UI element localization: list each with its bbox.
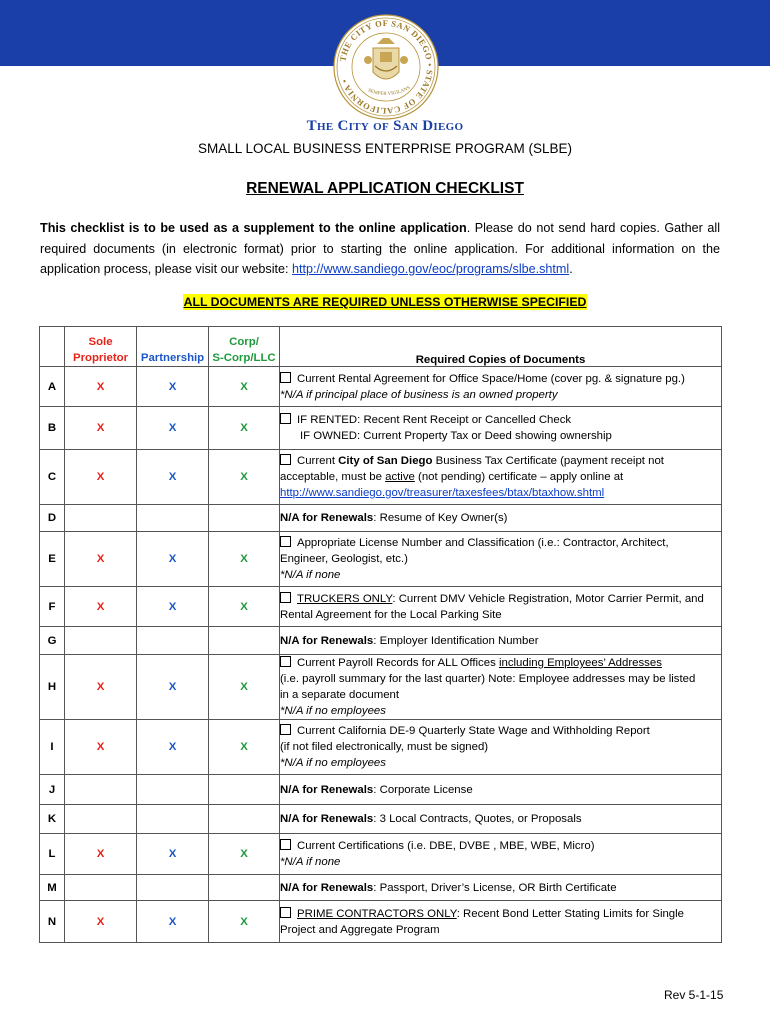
document-description: Current City of San Diego Business Tax Certificate (payment receipt not acceptable, must be active (not pending) certificate – apply online at http://www.sandiego.gov/treasurer/taxesfees/btax/btaxhow.shtml [280, 450, 722, 505]
checkbox[interactable] [280, 656, 291, 667]
document-description: Current Payroll Records for ALL Offices including Employees’ Addresses (i.e. payroll summary for the last quarter) Note: Employee addresses may be listed in a separate document *N/A if no employees [280, 655, 722, 720]
svg-text:THE CITY OF SAN DIEGO • STATE: THE CITY OF SAN DIEGO • STATE OF CALIFORNIA • [337, 17, 436, 117]
svg-text:SEMPER VIGILANS: SEMPER VIGILANS [367, 85, 412, 98]
corp-mark: X [209, 450, 280, 505]
business-tax-link[interactable]: http://www.sandiego.gov/treasurer/taxesfees/btax/btaxhow.shtml [280, 487, 605, 499]
table-row [40, 505, 722, 532]
checklist-title: RENEWAL APPLICATION CHECKLIST [246, 180, 524, 197]
header-corp: Corp/ S-Corp/LLC [209, 327, 280, 367]
sole-mark: X [65, 532, 137, 587]
required-notice: ALL DOCUMENTS ARE REQUIRED UNLESS OTHERWISE SPECIFIED [183, 295, 587, 309]
sole-mark: X [65, 407, 137, 450]
partnership-mark: X [137, 407, 209, 450]
document-description: N/A for Renewals: Passport, Driver’s License, OR Birth Certificate [280, 875, 722, 901]
document-description: N/A for Renewals: Resume of Key Owner(s) [280, 505, 722, 532]
row-letter: J [40, 775, 65, 805]
sole-mark: X [65, 367, 137, 407]
row-letter: C [40, 450, 65, 505]
row-letter: M [40, 875, 65, 901]
partnership-mark: X [137, 901, 209, 943]
document-description: N/A for Renewals: Corporate License [280, 775, 722, 805]
checkbox[interactable] [280, 536, 291, 547]
table-row [40, 834, 722, 875]
partnership-mark: X [137, 367, 209, 407]
table-row [40, 901, 722, 943]
header-letter [40, 327, 65, 367]
corp-mark: X [209, 587, 280, 627]
partnership-mark: X [137, 834, 209, 875]
corp-mark: X [209, 655, 280, 720]
notice-wrap [0, 293, 770, 311]
intro-bold-lead: This checklist is to be used as a supplement to the online application [40, 221, 467, 235]
table-row [40, 367, 722, 407]
checkbox[interactable] [280, 592, 291, 603]
revision-label: Rev 5-1-15 [664, 988, 724, 1002]
checkbox[interactable] [280, 413, 291, 424]
partnership-mark: X [137, 450, 209, 505]
checkbox[interactable] [280, 907, 291, 918]
sole-mark: X [65, 834, 137, 875]
document-description: Current California DE-9 Quarterly State Wage and Withholding Report (if not filed electronically, must be signed) *N/A if no employees [280, 720, 722, 775]
document-description: Appropriate License Number and Classification (i.e.: Contractor, Architect, Engineer, Geologist, etc.) *N/A if none [280, 532, 722, 587]
partnership-mark: X [137, 655, 209, 720]
table-row [40, 875, 722, 901]
corp-mark: X [209, 367, 280, 407]
sole-mark: X [65, 901, 137, 943]
checkbox[interactable] [280, 724, 291, 735]
row-letter: I [40, 720, 65, 775]
document-description: N/A for Renewals: Employer Identification Number [280, 627, 722, 655]
checkbox[interactable] [280, 839, 291, 850]
sole-mark: X [65, 587, 137, 627]
table-row [40, 655, 722, 720]
header-sole-proprietor: Sole Proprietor [65, 327, 137, 367]
intro-text: . Please do not send hard copies. Gather all required documents (in electronic format) prior to starting the online application. For additional information on the application process, please visit our website: [40, 221, 721, 276]
table-header-row [40, 327, 722, 367]
table-row [40, 775, 722, 805]
document-description: N/A for Renewals: 3 Local Contracts, Quotes, or Proposals [280, 805, 722, 834]
corp-mark: X [209, 901, 280, 943]
partnership-mark: X [137, 587, 209, 627]
row-letter: H [40, 655, 65, 720]
row-letter: L [40, 834, 65, 875]
corp-mark: X [209, 720, 280, 775]
table-row [40, 450, 722, 505]
table-row [40, 407, 722, 450]
row-letter: K [40, 805, 65, 834]
header-partnership: Partnership [137, 327, 209, 367]
city-seal-logo [333, 14, 439, 120]
partnership-mark: X [137, 720, 209, 775]
table-row [40, 805, 722, 834]
sole-mark: X [65, 655, 137, 720]
table-row [40, 532, 722, 587]
checkbox[interactable] [280, 372, 291, 383]
row-letter: G [40, 627, 65, 655]
table-row [40, 720, 722, 775]
intro-paragraph: This checklist is to be used as a supplement to the online application. Please do not send hard copies. Gather all required documents (in electronic format) prior to starting the online application. For additional information on the application process, please visit our website: http://www.sandiego.gov/eoc/programs/slbe.shtml. [40, 221, 721, 276]
document-description: TRUCKERS ONLY: Current DMV Vehicle Registration, Motor Carrier Permit, and Rental Agreement for the Local Parking Site [280, 587, 722, 627]
row-letter: E [40, 532, 65, 587]
checkbox[interactable] [280, 454, 291, 465]
corp-mark: X [209, 834, 280, 875]
corp-mark: X [209, 532, 280, 587]
row-letter: N [40, 901, 65, 943]
table-row [40, 627, 722, 655]
row-letter: F [40, 587, 65, 627]
program-name: SMALL LOCAL BUSINESS ENTERPRISE PROGRAM (SLBE) [197, 141, 573, 156]
document-description: IF RENTED: Recent Rent Receipt or Cancelled Check IF OWNED: Current Property Tax or Deed showing ownership [280, 407, 722, 450]
city-title: The City of San Diego [306, 118, 464, 134]
corp-mark: X [209, 407, 280, 450]
document-description: PRIME CONTRACTORS ONLY: Recent Bond Letter Stating Limits for Single Project and Aggregate Program [280, 901, 722, 943]
partnership-mark: X [137, 532, 209, 587]
document-description: Current Rental Agreement for Office Space/Home (cover pg. & signature pg.) *N/A if principal place of business is an owned property [280, 367, 722, 407]
sole-mark: X [65, 450, 137, 505]
slbe-program-link[interactable]: http://www.sandiego.gov/eoc/programs/slbe.shtml [292, 262, 570, 276]
row-letter: D [40, 505, 65, 532]
checklist-table [39, 326, 722, 943]
table-row [40, 587, 722, 627]
header-required-documents: Required Copies of Documents [280, 327, 722, 367]
document-description: Current Certifications (i.e. DBE, DVBE , MBE, WBE, Micro) *N/A if none [280, 834, 722, 875]
row-letter: B [40, 407, 65, 450]
row-letter: A [40, 367, 65, 407]
sole-mark: X [65, 720, 137, 775]
